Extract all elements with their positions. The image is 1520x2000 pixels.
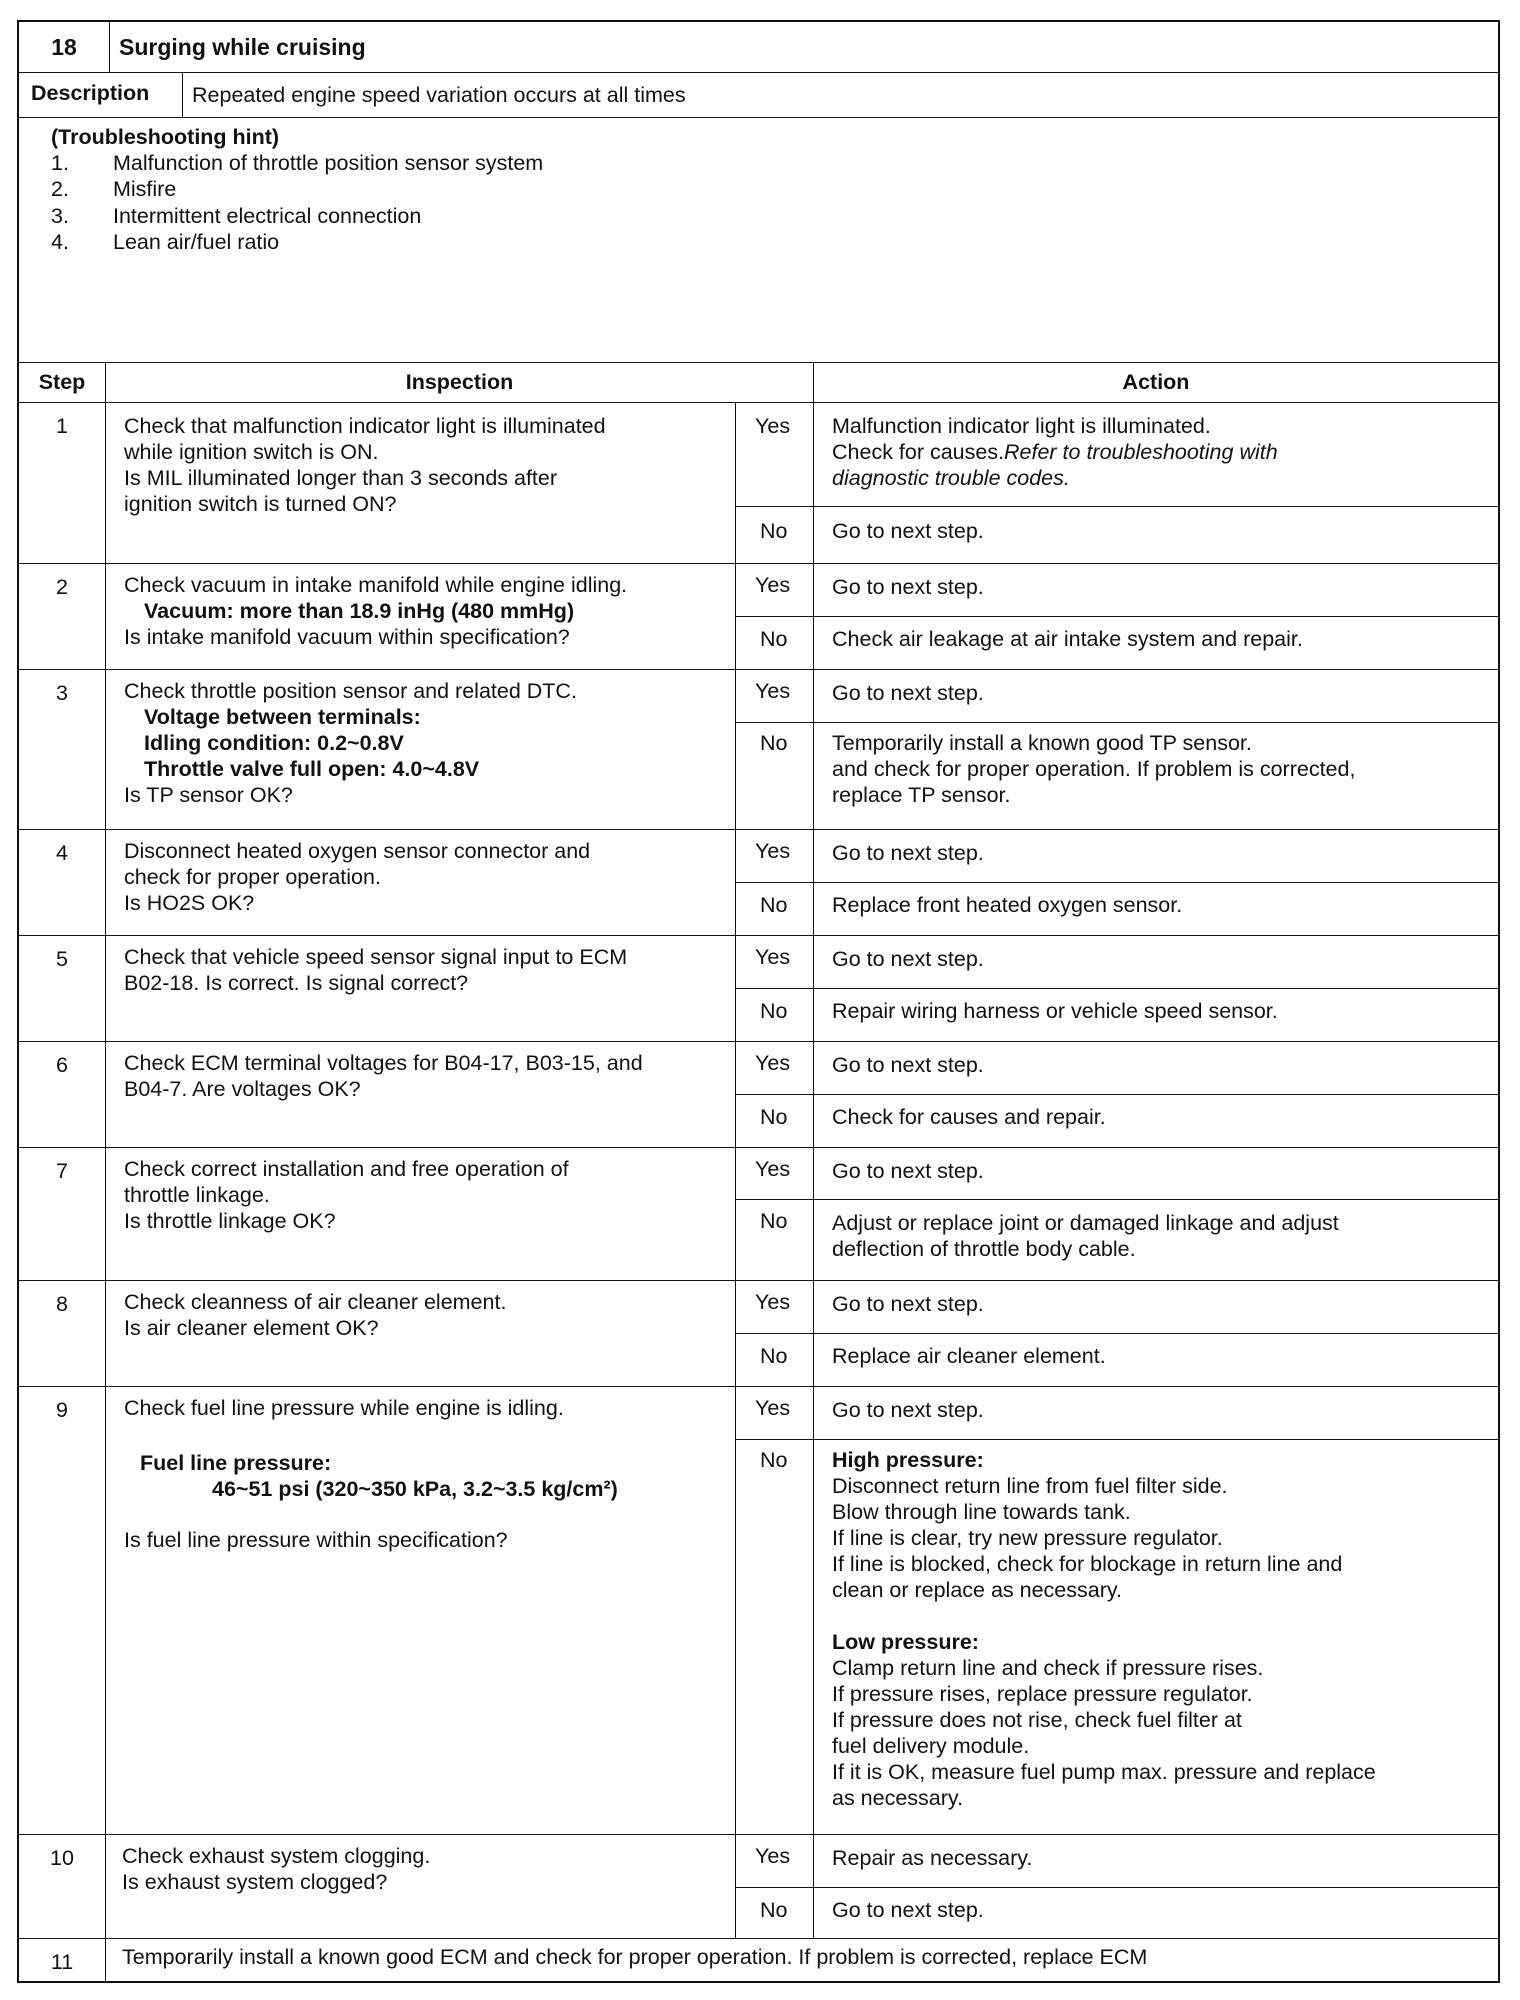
action-line: replace TP sensor.	[832, 783, 1011, 807]
action-line: Blow through line towards tank.	[832, 1500, 1131, 1524]
inspection-cell	[105, 830, 735, 935]
inspection-line: throttle linkage.	[124, 1183, 270, 1207]
column-header-inspection: Inspection	[105, 363, 813, 402]
inspection-cell	[105, 1148, 735, 1280]
yes-no-divider	[735, 988, 1498, 989]
description-text: Repeated engine speed variation occurs at all times	[182, 73, 1498, 117]
yes-label: Yes	[755, 1157, 791, 1181]
action-cell	[813, 670, 1498, 829]
inspection-line: B04-7. Are voltages OK?	[124, 1077, 361, 1101]
column-header-action: Action	[813, 363, 1498, 402]
step-row	[19, 830, 1498, 936]
step-row	[19, 936, 1498, 1042]
action-cell	[813, 403, 1498, 563]
inspection-cell	[105, 670, 735, 829]
inspection-line: Check fuel line pressure while engine is idling.	[124, 1396, 564, 1420]
step-number: 2	[56, 575, 68, 599]
header-row	[19, 22, 1498, 73]
no-label: No	[760, 999, 788, 1023]
action-line: Repair as necessary.	[832, 1846, 1033, 1870]
yes-no-divider	[735, 1094, 1498, 1095]
action-cell	[813, 1148, 1498, 1280]
step-row	[19, 1387, 1498, 1835]
table-header-row	[19, 363, 1498, 403]
description-row	[19, 73, 1498, 118]
yes-no-cell	[735, 670, 813, 829]
yes-no-divider	[735, 1887, 1498, 1888]
hints-section	[19, 118, 1498, 363]
step-row	[19, 1148, 1498, 1281]
no-label: No	[760, 1898, 788, 1922]
action-line: Go to next step.	[832, 1898, 984, 1922]
yes-no-cell	[735, 403, 813, 563]
inspection-line: Check throttle position sensor and related DTC.	[124, 679, 577, 703]
action-line: Repair wiring harness or vehicle speed sensor.	[832, 999, 1278, 1023]
action-line: If it is OK, measure fuel pump max. pressure and replace	[832, 1760, 1376, 1784]
inspection-line: Is HO2S OK?	[124, 891, 255, 915]
step-row	[19, 1939, 1498, 1981]
step-row	[19, 564, 1498, 670]
procedure-title: Surging while cruising	[109, 22, 1498, 72]
action-line: Go to next step.	[832, 841, 984, 865]
inspection-line: Disconnect heated oxygen sensor connector and	[124, 839, 591, 863]
hint-number: 4.	[51, 230, 69, 254]
no-label: No	[760, 1448, 788, 1472]
inspection-line: Check that vehicle speed sensor signal input to ECM	[124, 945, 628, 969]
hint-item: Lean air/fuel ratio	[113, 230, 280, 254]
inspection-line: check for proper operation.	[124, 865, 381, 889]
action-line: If pressure does not rise, check fuel filter at	[832, 1708, 1242, 1732]
step-row	[19, 403, 1498, 564]
inspection-line: Is air cleaner element OK?	[124, 1316, 379, 1340]
yes-label: Yes	[755, 945, 791, 969]
inspection-cell	[105, 403, 735, 563]
action-line: Temporarily install a known good TP sensor.	[832, 731, 1252, 755]
no-label: No	[760, 1344, 788, 1368]
inspection-line: Check vacuum in intake manifold while engine idling.	[124, 573, 628, 597]
inspection-cell	[105, 1939, 1498, 1981]
hint-item: Malfunction of throttle position sensor system	[113, 151, 544, 175]
action-line: Go to next step.	[832, 1292, 984, 1316]
action-subheading: High pressure:	[832, 1448, 984, 1472]
no-label: No	[760, 627, 788, 651]
inspection-cell	[105, 1387, 735, 1834]
yes-no-divider	[735, 722, 1498, 723]
action-line: Check for causes.	[832, 440, 1005, 464]
inspection-spec: Idling condition: 0.2~0.8V	[144, 731, 404, 755]
yes-label: Yes	[755, 1844, 791, 1868]
action-subheading: Low pressure:	[832, 1630, 979, 1654]
inspection-cell	[105, 564, 735, 669]
step-number: 11	[50, 1950, 74, 1974]
action-line: Malfunction indicator light is illuminated.	[832, 414, 1211, 438]
action-line: and check for proper operation. If problem is corrected,	[832, 757, 1356, 781]
action-line: If line is clear, try new pressure regulator.	[832, 1526, 1223, 1550]
inspection-line: Check ECM terminal voltages for B04-17, B03-15, and	[124, 1051, 643, 1075]
action-line: Disconnect return line from fuel filter side.	[832, 1474, 1228, 1498]
hint-item: Intermittent electrical connection	[113, 204, 422, 228]
yes-label: Yes	[755, 1396, 791, 1420]
action-line: as necessary.	[832, 1786, 964, 1810]
step-number: 9	[56, 1398, 68, 1422]
yes-label: Yes	[755, 1051, 791, 1075]
column-header-step: Step	[38, 370, 86, 394]
step-row	[19, 1042, 1498, 1148]
action-line: If pressure rises, replace pressure regulator.	[832, 1682, 1253, 1706]
step-number: 6	[56, 1053, 68, 1077]
yes-label: Yes	[755, 1290, 791, 1314]
yes-label: Yes	[755, 573, 791, 597]
action-line: deflection of throttle body cable.	[832, 1237, 1136, 1261]
inspection-spec: Vacuum: more than 18.9 inHg (480 mmHg)	[144, 599, 575, 623]
inspection-cell	[105, 1042, 735, 1147]
hint-item: Misfire	[113, 177, 177, 201]
yes-no-divider	[735, 882, 1498, 883]
yes-no-divider	[735, 1333, 1498, 1334]
inspection-line: Check correct installation and free operation of	[124, 1157, 569, 1181]
action-reference: diagnostic trouble codes.	[832, 466, 1070, 490]
action-line: Adjust or replace joint or damaged linkage and adjust	[832, 1211, 1339, 1235]
inspection-line: Check exhaust system clogging.	[122, 1844, 431, 1868]
inspection-spec: Fuel line pressure:	[140, 1451, 332, 1475]
inspection-line: Is TP sensor OK?	[124, 783, 293, 807]
description-label: Description	[31, 81, 150, 105]
inspection-spec: Throttle valve full open: 4.0~4.8V	[144, 757, 480, 781]
inspection-line: Is MIL illuminated longer than 3 seconds after	[124, 466, 558, 490]
troubleshooting-sheet	[17, 20, 1500, 1983]
inspection-line: Is intake manifold vacuum within specification?	[124, 625, 570, 649]
inspection-line: while ignition switch is ON.	[124, 440, 379, 464]
step-number: 3	[56, 681, 68, 705]
action-line: Go to next step.	[832, 1159, 984, 1183]
action-line: Replace air cleaner element.	[832, 1344, 1106, 1368]
inspection-cell	[105, 1835, 735, 1938]
inspection-line: Check that malfunction indicator light is illuminated	[124, 414, 606, 438]
step-row	[19, 1835, 1498, 1939]
inspection-spec: 46~51 psi (320~350 kPa, 3.2~3.5 kg/cm²)	[212, 1477, 618, 1501]
hint-number: 3.	[51, 204, 69, 228]
action-line: Replace front heated oxygen sensor.	[832, 893, 1183, 917]
inspection-cell	[105, 936, 735, 1041]
inspection-line: Temporarily install a known good ECM and check for proper operation. If problem is corrected, replace ECM	[122, 1945, 1148, 1969]
action-line: fuel delivery module.	[832, 1734, 1030, 1758]
no-label: No	[760, 893, 788, 917]
action-line: Check for causes and repair.	[832, 1105, 1106, 1129]
action-line: Go to next step.	[832, 519, 984, 543]
step-number: 5	[56, 947, 68, 971]
step-row	[19, 1281, 1498, 1387]
yes-label: Yes	[755, 679, 791, 703]
no-label: No	[760, 731, 788, 755]
inspection-line: Check cleanness of air cleaner element.	[124, 1290, 507, 1314]
inspection-spec: Voltage between terminals:	[144, 705, 421, 729]
yes-no-divider	[735, 506, 1498, 507]
action-line: Check air leakage at air intake system and repair.	[832, 627, 1303, 651]
action-line: Go to next step.	[832, 947, 984, 971]
yes-no-divider	[735, 616, 1498, 617]
yes-no-cell	[735, 1148, 813, 1280]
no-label: No	[760, 1209, 788, 1233]
procedure-number: 18	[51, 34, 77, 60]
inspection-line: Is throttle linkage OK?	[124, 1209, 336, 1233]
hints-title: (Troubleshooting hint)	[51, 125, 280, 149]
hint-number: 1.	[51, 151, 69, 175]
action-line: If line is blocked, check for blockage in return line and	[832, 1552, 1343, 1576]
yes-no-divider	[735, 1199, 1498, 1200]
step-number: 7	[56, 1159, 68, 1183]
action-line: Go to next step.	[832, 681, 984, 705]
action-cell	[813, 1387, 1498, 1834]
hint-number: 2.	[51, 177, 69, 201]
step-number: 4	[56, 841, 68, 865]
action-reference: Refer to troubleshooting with	[1004, 440, 1278, 464]
action-line: Go to next step.	[832, 575, 984, 599]
action-line: Go to next step.	[832, 1398, 984, 1422]
yes-no-divider	[735, 1439, 1498, 1440]
step-number: 1	[56, 414, 68, 438]
step-number: 10	[50, 1846, 74, 1870]
action-line: clean or replace as necessary.	[832, 1578, 1122, 1602]
no-label: No	[760, 1105, 788, 1129]
inspection-line: Is fuel line pressure within specification?	[124, 1528, 508, 1552]
action-line: Clamp return line and check if pressure rises.	[832, 1656, 1264, 1680]
no-label: No	[760, 519, 788, 543]
inspection-line: B02-18. Is correct. Is signal correct?	[124, 971, 469, 995]
inspection-line: ignition switch is turned ON?	[124, 492, 397, 516]
inspection-cell	[105, 1281, 735, 1386]
inspection-line: Is exhaust system clogged?	[122, 1870, 388, 1894]
yes-no-cell	[735, 1387, 813, 1834]
yes-label: Yes	[755, 414, 791, 438]
step-number: 8	[56, 1292, 68, 1316]
step-row	[19, 670, 1498, 830]
action-line: Go to next step.	[832, 1053, 984, 1077]
yes-label: Yes	[755, 839, 791, 863]
